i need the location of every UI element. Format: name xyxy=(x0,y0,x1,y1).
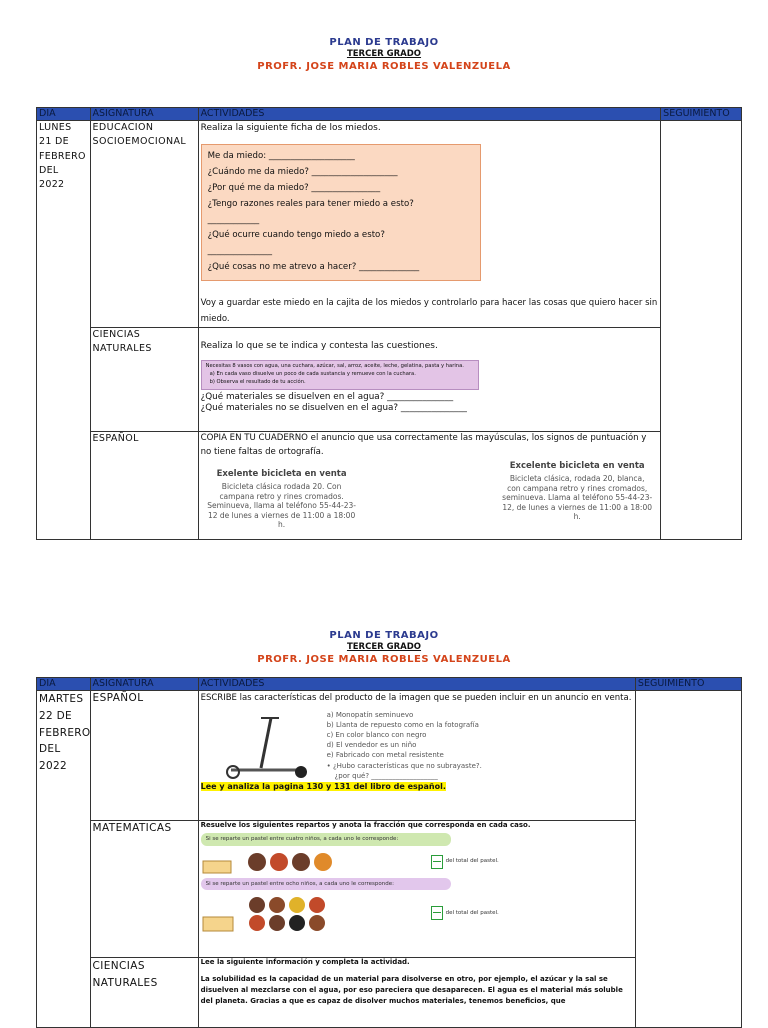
plan-table-day1 xyxy=(36,107,742,540)
activity-cell xyxy=(198,432,661,540)
fraction-answer-box[interactable] xyxy=(431,906,443,920)
question: ¿Qué materiales no se disuelven en el agua? _______________ xyxy=(200,403,467,414)
seguimiento-cell xyxy=(635,691,741,1028)
table-row xyxy=(37,328,742,432)
list-item: b) Llanta de repuesto como en la fotografía xyxy=(326,721,479,730)
day-date: LUNES 21 DE FEBRERO DEL 2022 xyxy=(39,122,86,190)
plan-title: PLAN DE TRABAJO xyxy=(329,630,439,641)
subject-name: MATEMATICAS xyxy=(92,822,172,834)
list-item: e) Fabricado con metal resistente xyxy=(326,751,444,760)
activity-instructions: Lee la siguiente información y completa la actividad. xyxy=(200,958,410,966)
subject-name: ESPAÑOL xyxy=(92,692,144,704)
activity-instructions: ESCRIBE las características del producto de la imagen que se pueden incluir en un anuncio en venta. xyxy=(200,693,632,703)
children-cake-illustration xyxy=(201,849,431,875)
ad-title: Excelente bicicleta en venta xyxy=(509,460,645,471)
col-dia: DIA xyxy=(37,678,91,691)
plan-title: PLAN DE TRABAJO xyxy=(329,37,439,48)
subject-cell xyxy=(90,821,198,958)
col-asignatura: ASIGNATURA xyxy=(90,678,198,691)
subject-cell xyxy=(90,691,198,821)
reading-paragraph: La solubilidad es la capacidad de un material para disolverse en otro, por ejemplo, el azúcar y la sal se disuelven al mezclarse con el agua, por eso pareciera que desaparecen. El agua es el material más soluble del planeta. Gracias a que es capaz de disolver muchos materiales, tenemos beneficios, que xyxy=(200,974,623,1006)
ad-title: Exelente bicicleta en venta xyxy=(216,468,347,479)
scooter-feature-list xyxy=(327,710,482,781)
ad-body: Bicicleta clásica, rodada 20, blanca, con campana retro y rines cromados, seminueva. Llama al teléfono 55-44-23-12, de lunes a viernes de 11:00 a 18:00 h. xyxy=(502,474,653,521)
highlight-text: Lee y analiza la pagina 130 y 131 del libro de español. xyxy=(200,781,446,791)
instruction-caps: COPIA EN TU CUADERNO xyxy=(200,433,308,444)
col-seguimiento: SEGUIMIENTO xyxy=(635,678,741,691)
children-cake-illustration xyxy=(201,893,431,933)
col-actividades: ACTIVIDADES xyxy=(198,678,635,691)
list-item: c) En color blanco con negro xyxy=(326,731,427,740)
activity-cell xyxy=(198,958,635,1028)
table-row xyxy=(37,691,742,821)
ad-incorrect xyxy=(207,469,357,530)
fear-answer-line: ____________ xyxy=(207,214,260,225)
subject-cell xyxy=(90,121,198,328)
activity-cell xyxy=(198,328,661,432)
table-row xyxy=(37,432,742,540)
activity-cell xyxy=(198,121,661,328)
list-item: • ¿Hubo características que no subrayaste?. xyxy=(326,761,482,770)
fear-question: Me da miedo: ____________________ xyxy=(207,150,355,161)
activity-outro: Voy a guardar este miedo en la cajita de los miedos y controlarlo para hacer las cosas que quiero hacer sin miedo. xyxy=(200,298,658,325)
activity-instructions: Resuelve los siguientes repartos y anota la fracción que corresponda en cada caso. xyxy=(200,821,531,829)
subject-cell xyxy=(90,328,198,432)
fear-answer-line: _______________ xyxy=(207,246,273,257)
col-actividades: ACTIVIDADES xyxy=(198,108,661,121)
day-date: MARTES 22 DE FEBRERO DEL 2022 xyxy=(39,693,91,773)
fear-question: ¿Qué cosas no me atrevo a hacer? ______________ xyxy=(207,262,420,273)
page-header-2 xyxy=(0,630,768,665)
fraction-prompt: Si se reparte un pastel entre cuatro niños, a cada uno le corresponde: xyxy=(201,833,451,846)
fear-question: ¿Qué ocurre cuando tengo miedo a esto? xyxy=(207,230,385,241)
grade-label: TERCER GRADO xyxy=(346,642,422,652)
fraction-answer-box[interactable] xyxy=(431,855,443,869)
table-row xyxy=(37,121,742,328)
list-item: ¿por qué? ___________________ xyxy=(334,771,438,780)
day-cell xyxy=(37,691,91,1028)
experiment-materials: Necesitas 8 vasos con agua, una cuchara, azúcar, sal, arroz, aceite, leche, gelatina, pasta y harina. xyxy=(205,363,464,370)
fraction-prompt: Si se reparte un pastel entre ocho niños, a cada uno le corresponde: xyxy=(201,878,451,891)
col-dia: DIA xyxy=(37,108,91,121)
experiment-step: a) En cada vaso disuelve un poco de cada sustancia y remueve con la cuchara. xyxy=(209,371,416,378)
subject-name: CIENCIAS NATURALES xyxy=(92,329,152,355)
seguimiento-cell xyxy=(661,121,742,540)
ad-correct xyxy=(502,461,652,530)
scooter-exercise xyxy=(201,710,633,781)
teacher-name: PROFR. JOSE MARIA ROBLES VALENZUELA xyxy=(257,61,511,72)
fraction-row xyxy=(201,849,633,875)
col-asignatura: ASIGNATURA xyxy=(90,108,198,121)
fraction-label: del total del pastel. xyxy=(445,858,499,865)
fraction-label: del total del pastel. xyxy=(445,909,499,916)
activity-intro: Realiza la siguiente ficha de los miedos. xyxy=(200,123,381,133)
subject-name: CIENCIAS NATURALES xyxy=(92,960,158,989)
table-header-row xyxy=(37,108,742,121)
ad-body: Bicicleta clásica rodada 20. Con campana retro y rines cromados. Seminueva, llama al teléfono 55-44-23-12 de lunes a viernes de 11:00 a 18:00 h. xyxy=(207,482,356,529)
list-item: a) Monopatín seminuevo xyxy=(326,710,414,719)
instruction-rest: el anuncio que usa correctamente las mayúsculas, los signos de puntuación y no tiene faltas de ortografía. xyxy=(200,433,647,458)
plan-table-day2 xyxy=(36,677,742,1028)
teacher-name: PROFR. JOSE MARIA ROBLES VALENZUELA xyxy=(257,654,511,665)
grade-label: TERCER GRADO xyxy=(346,49,422,59)
table-header-row xyxy=(37,678,742,691)
experiment-box xyxy=(201,360,479,389)
fear-question: ¿Cuándo me da miedo? ____________________ xyxy=(207,166,398,177)
experiment-step: b) Observa el resultado de tu acción. xyxy=(209,378,306,385)
subject-name: ESPAÑOL xyxy=(92,433,139,445)
fraction-row xyxy=(201,893,633,933)
ads-row xyxy=(201,461,659,530)
subject-cell xyxy=(90,432,198,540)
scooter-illustration xyxy=(201,710,313,780)
subject-name: EDUCACION SOCIOEMOCIONAL xyxy=(92,122,187,147)
fear-worksheet xyxy=(201,144,481,281)
question: ¿Qué materiales se disuelven en el agua? _______________ xyxy=(200,391,454,402)
subject-cell xyxy=(90,958,198,1028)
reading-assignment xyxy=(201,781,633,793)
activity-instructions xyxy=(201,432,659,460)
list-item: d) El vendedor es un niño xyxy=(326,741,417,750)
page-header-1 xyxy=(0,37,768,72)
fear-question: ¿Por qué me da miedo? ________________ xyxy=(207,182,381,193)
day-cell xyxy=(37,121,91,540)
activity-cell xyxy=(198,821,635,958)
col-seguimiento: SEGUIMIENTO xyxy=(661,108,742,121)
activity-cell xyxy=(198,691,635,821)
fear-question: ¿Tengo razones reales para tener miedo a esto? xyxy=(207,198,414,209)
activity-intro: Realiza lo que se te indica y contesta las cuestiones. xyxy=(200,341,438,352)
